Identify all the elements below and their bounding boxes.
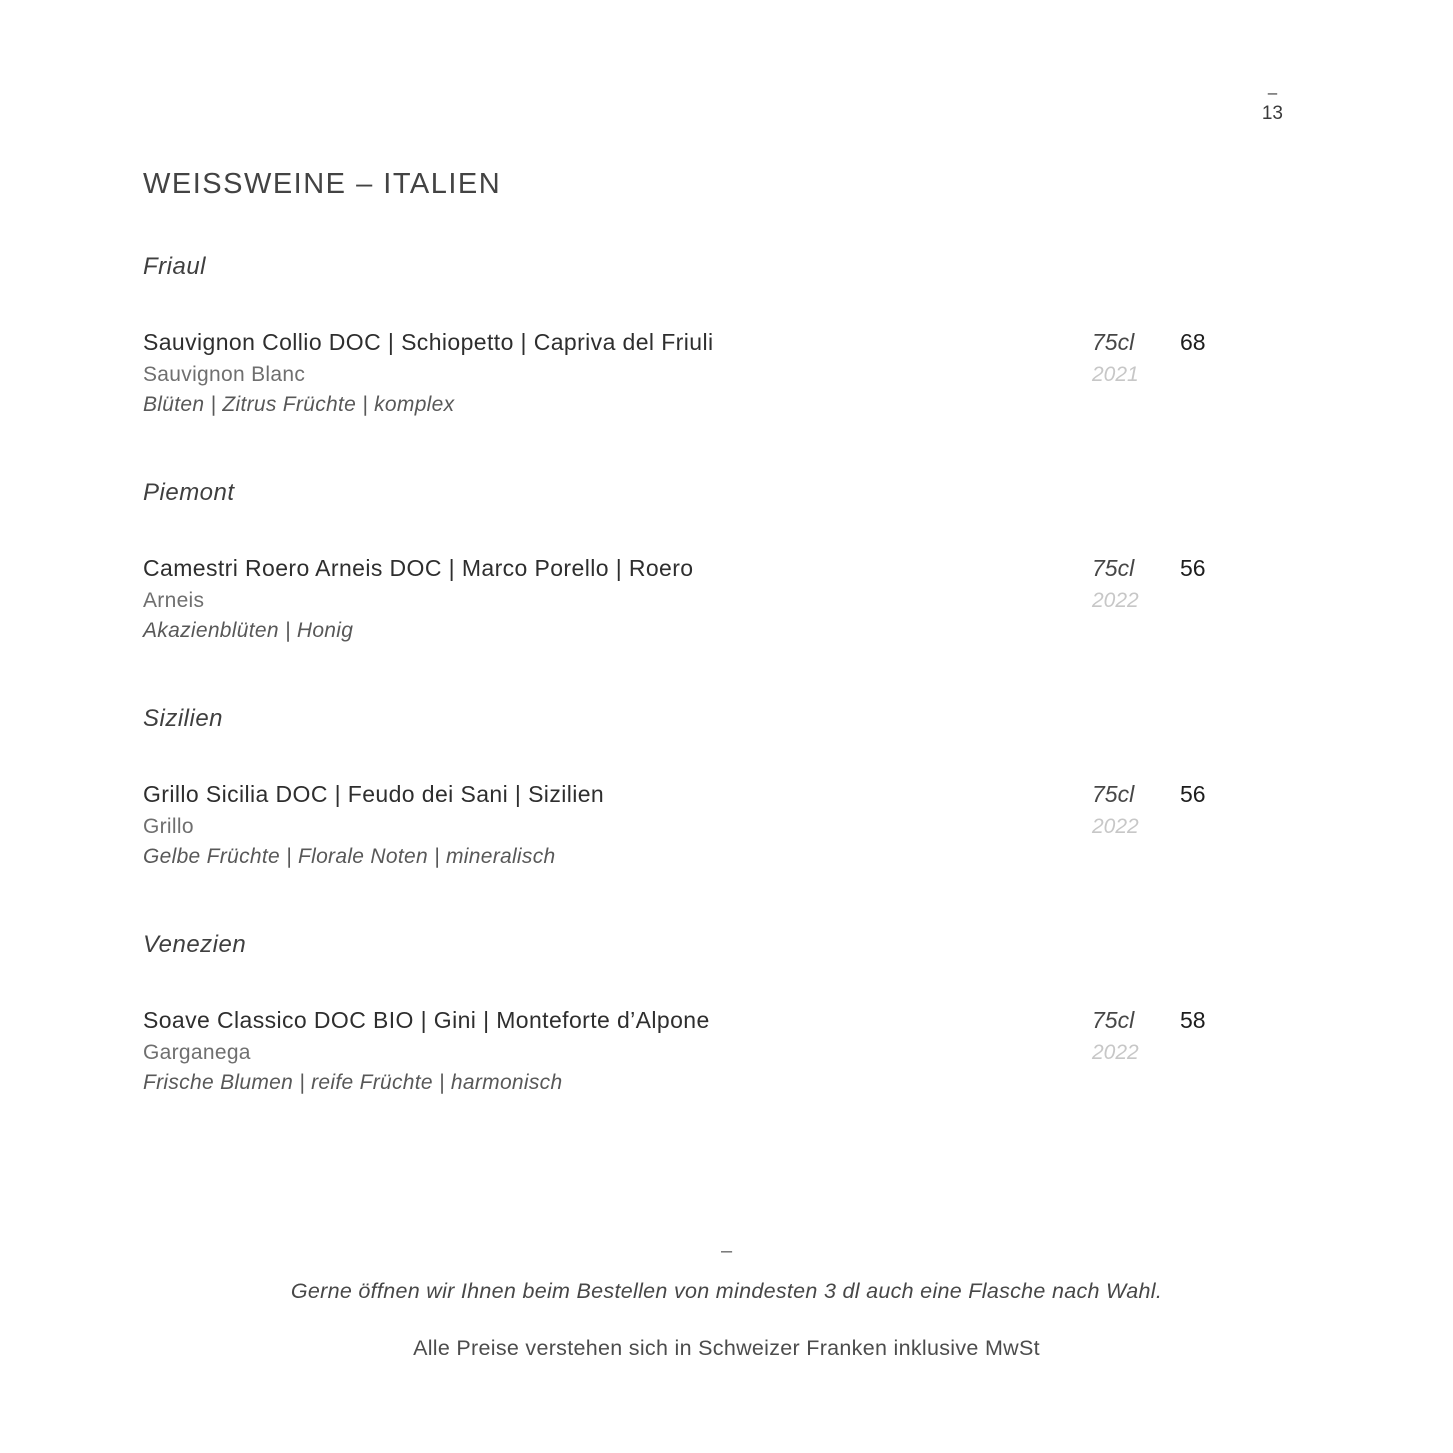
wine-entry-main-row bbox=[143, 327, 1281, 357]
wine-vintage: 2022 bbox=[1092, 1041, 1139, 1064]
wine-tasting-notes: Frische Blumen | reife Früchte | harmonisch bbox=[143, 1071, 563, 1094]
region-label: Friaul bbox=[143, 253, 207, 280]
wine-price: 56 bbox=[1180, 555, 1206, 581]
wine-size-label: 75cl bbox=[1092, 1007, 1135, 1033]
wine-grape: Sauvignon Blanc bbox=[143, 363, 306, 386]
wine-price: 68 bbox=[1180, 329, 1206, 355]
wine-vintage: 2021 bbox=[1092, 363, 1139, 386]
footer-divider-dash: – bbox=[720, 1240, 733, 1262]
wine-vintage: 2022 bbox=[1092, 589, 1139, 612]
region-label: Venezien bbox=[143, 931, 247, 958]
wine-tasting-notes: Akazienblüten | Honig bbox=[143, 619, 354, 642]
wine-section-sizilien bbox=[143, 705, 1281, 871]
wine-size-label: 75cl bbox=[1092, 555, 1135, 581]
wine-entry bbox=[143, 1005, 1281, 1097]
page-number-dash: – bbox=[1267, 83, 1278, 102]
wine-size-label: 75cl bbox=[1092, 329, 1135, 355]
wine-entry-main-row bbox=[143, 1005, 1281, 1035]
page-title: WEISSWEINE – ITALIEN bbox=[143, 168, 502, 200]
wine-name: Soave Classico DOC BIO | Gini | Monteforte d’Alpone bbox=[143, 1007, 710, 1033]
wine-entry bbox=[143, 327, 1281, 419]
wine-grape: Arneis bbox=[143, 589, 205, 612]
wine-name: Grillo Sicilia DOC | Feudo dei Sani | Sizilien bbox=[143, 781, 605, 807]
region-label: Sizilien bbox=[143, 705, 224, 732]
wine-grape: Grillo bbox=[143, 815, 194, 838]
wine-entry-grape-row bbox=[143, 361, 1281, 389]
wine-price: 56 bbox=[1180, 781, 1206, 807]
wine-entry-main-row bbox=[143, 553, 1281, 583]
wine-tasting-notes: Blüten | Zitrus Früchte | komplex bbox=[143, 393, 455, 416]
wine-tasting-notes: Gelbe Früchte | Florale Noten | mineralisch bbox=[143, 845, 556, 868]
footer-bottle-note: Gerne öffnen wir Ihnen beim Bestellen von mindesten 3 dl auch eine Flasche nach Wahl. bbox=[290, 1279, 1163, 1303]
wine-section-venezien bbox=[143, 931, 1281, 1097]
wine-size-label: 75cl bbox=[1092, 781, 1135, 807]
wine-grape: Garganega bbox=[143, 1041, 251, 1064]
wine-entry-grape-row bbox=[143, 813, 1281, 841]
wine-entry-grape-row bbox=[143, 1039, 1281, 1067]
region-label: Piemont bbox=[143, 479, 235, 506]
page-number: 13 bbox=[1261, 103, 1283, 124]
wine-vintage: 2022 bbox=[1092, 815, 1139, 838]
wine-price: 58 bbox=[1180, 1007, 1206, 1033]
wine-entry-main-row bbox=[143, 779, 1281, 809]
menu-content bbox=[143, 0, 1281, 1097]
footer-tax-note: Alle Preise verstehen sich in Schweizer Franken inklusive MwSt bbox=[413, 1336, 1040, 1360]
wine-section-piemont bbox=[143, 479, 1281, 645]
wine-entry bbox=[143, 553, 1281, 645]
wine-name: Sauvignon Collio DOC | Schiopetto | Capriva del Friuli bbox=[143, 329, 714, 355]
wine-entry-grape-row bbox=[143, 587, 1281, 615]
page-footer bbox=[0, 1240, 1453, 1361]
wine-entry bbox=[143, 779, 1281, 871]
wine-section-friaul bbox=[143, 253, 1281, 419]
wine-name: Camestri Roero Arneis DOC | Marco Porello | Roero bbox=[143, 555, 694, 581]
